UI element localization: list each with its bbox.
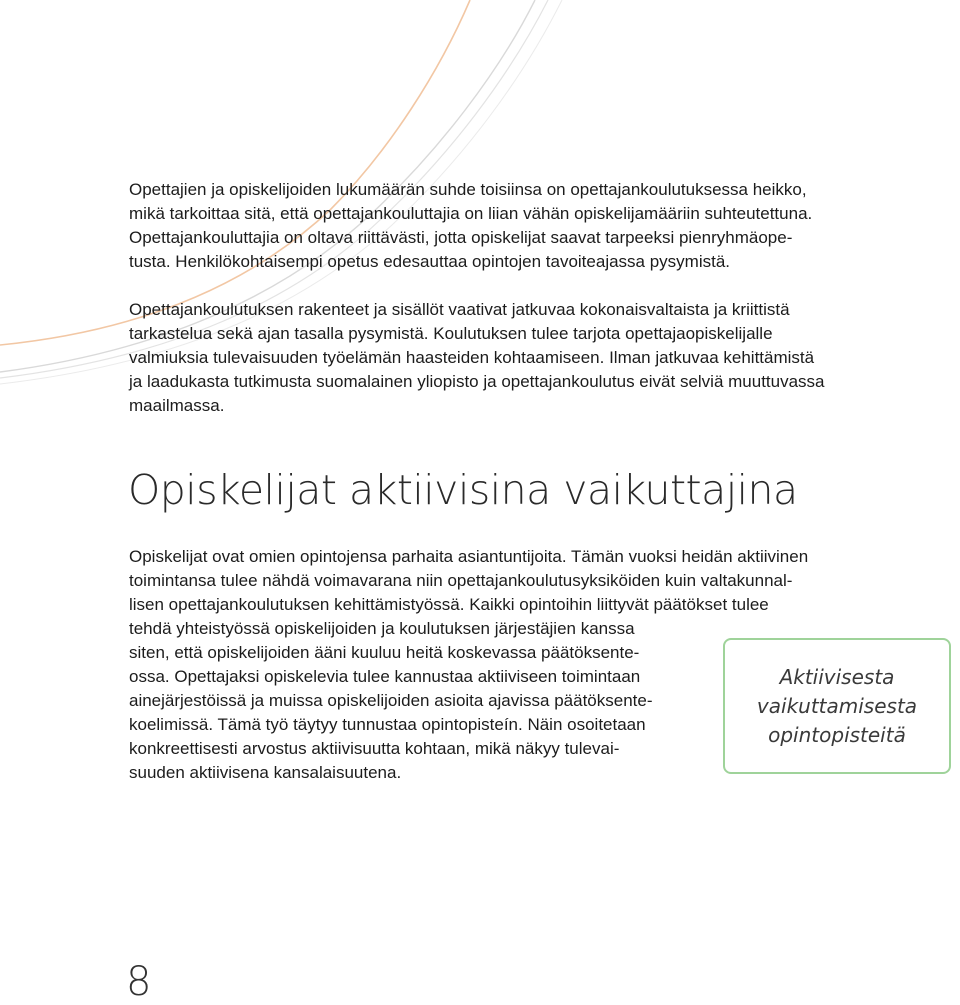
section-line: suuden aktiivisena kansalaisuutena. [129,763,402,782]
structure-line: maailmassa. [129,396,225,415]
callout-line: vaikuttamisesta [756,693,918,718]
section-line: konkreettisesti arvostus aktiivisuutta kohtaan, mikä näkyy tulevai- [129,739,620,758]
structure-line: tarkastelua sekä ajan tasalla pysymistä. Koulutuksen tulee tarjota opettajaopiskelijalle [129,324,773,343]
section-line: ossa. Opettajaksi opiskelevia tulee kannustaa aktiiviseen toimintaan [129,667,641,686]
structure-line: ja laadukasta tutkimusta suomalainen yliopisto ja opettajankoulutus eivät selviä muuttuvassa [129,372,825,391]
section-line: siten, että opiskelijoiden ääni kuuluu heitä koskevassa päätöksente- [129,643,640,662]
section-line: koelimissä. Tämä työ täytyy tunnustaa opintopisteín. Näin osoitetaan [129,715,646,734]
section-line: tehdä yhteistyössä opiskelijoiden ja koulutuksen järjestäjien kanssa [129,619,635,638]
intro-line: mikä tarkoittaa sitä, että opettajankouluttajia on liian vähän opiskelijamääriin suhteutettuna. [129,204,813,223]
section-line: ainejärjestöissä ja muissa opiskelijoiden asioita ajavissa päätöksente- [129,691,653,710]
section-heading: Opiskelijat aktiivisina vaikuttajina [128,466,798,514]
intro-line: Opettajankouluttajia on oltava riittävästi, jotta opiskelijat saavat tarpeeksi pienryhmäope- [129,228,793,247]
callout-box [723,638,951,774]
intro-paragraph [129,178,812,274]
page-number: 8 [126,959,152,1005]
intro-line: tusta. Henkilökohtaisempi opetus edesauttaa opintojen tavoiteajassa pysymistä. [129,252,731,271]
callout-text [757,663,917,750]
structure-line: valmiuksia tulevaisuuden työelämän haasteiden kohtaamiseen. Ilman jatkuvaa kehittämistä [129,348,815,367]
section-paragraph [129,545,808,785]
section-line: toimintansa tulee nähdä voimavarana niin opettajankoulutusyksiköiden kuin valtakunnal- [129,571,793,590]
swoosh-orange-curve [0,0,470,345]
intro-line: Opettajien ja opiskelijoiden lukumäärän suhde toisiinsa on opettajankoulutuksessa heikko, [129,180,807,199]
section-line: Opiskelijat ovat omien opintojensa parhaita asiantuntijoita. Tämän vuoksi heidän aktiivinen [129,547,809,566]
section-line: lisen opettajankoulutuksen kehittämistyössä. Kaikki opintoihin liittyvät päätökset tulee [129,595,769,614]
structure-paragraph [129,298,825,418]
structure-line: Opettajankoulutuksen rakenteet ja sisällöt vaativat jatkuvaa kokonaisvaltaista ja kriittistä [129,300,790,319]
callout-line: opintopisteitä [768,722,906,747]
callout-line: Aktiivisesta [779,664,895,689]
